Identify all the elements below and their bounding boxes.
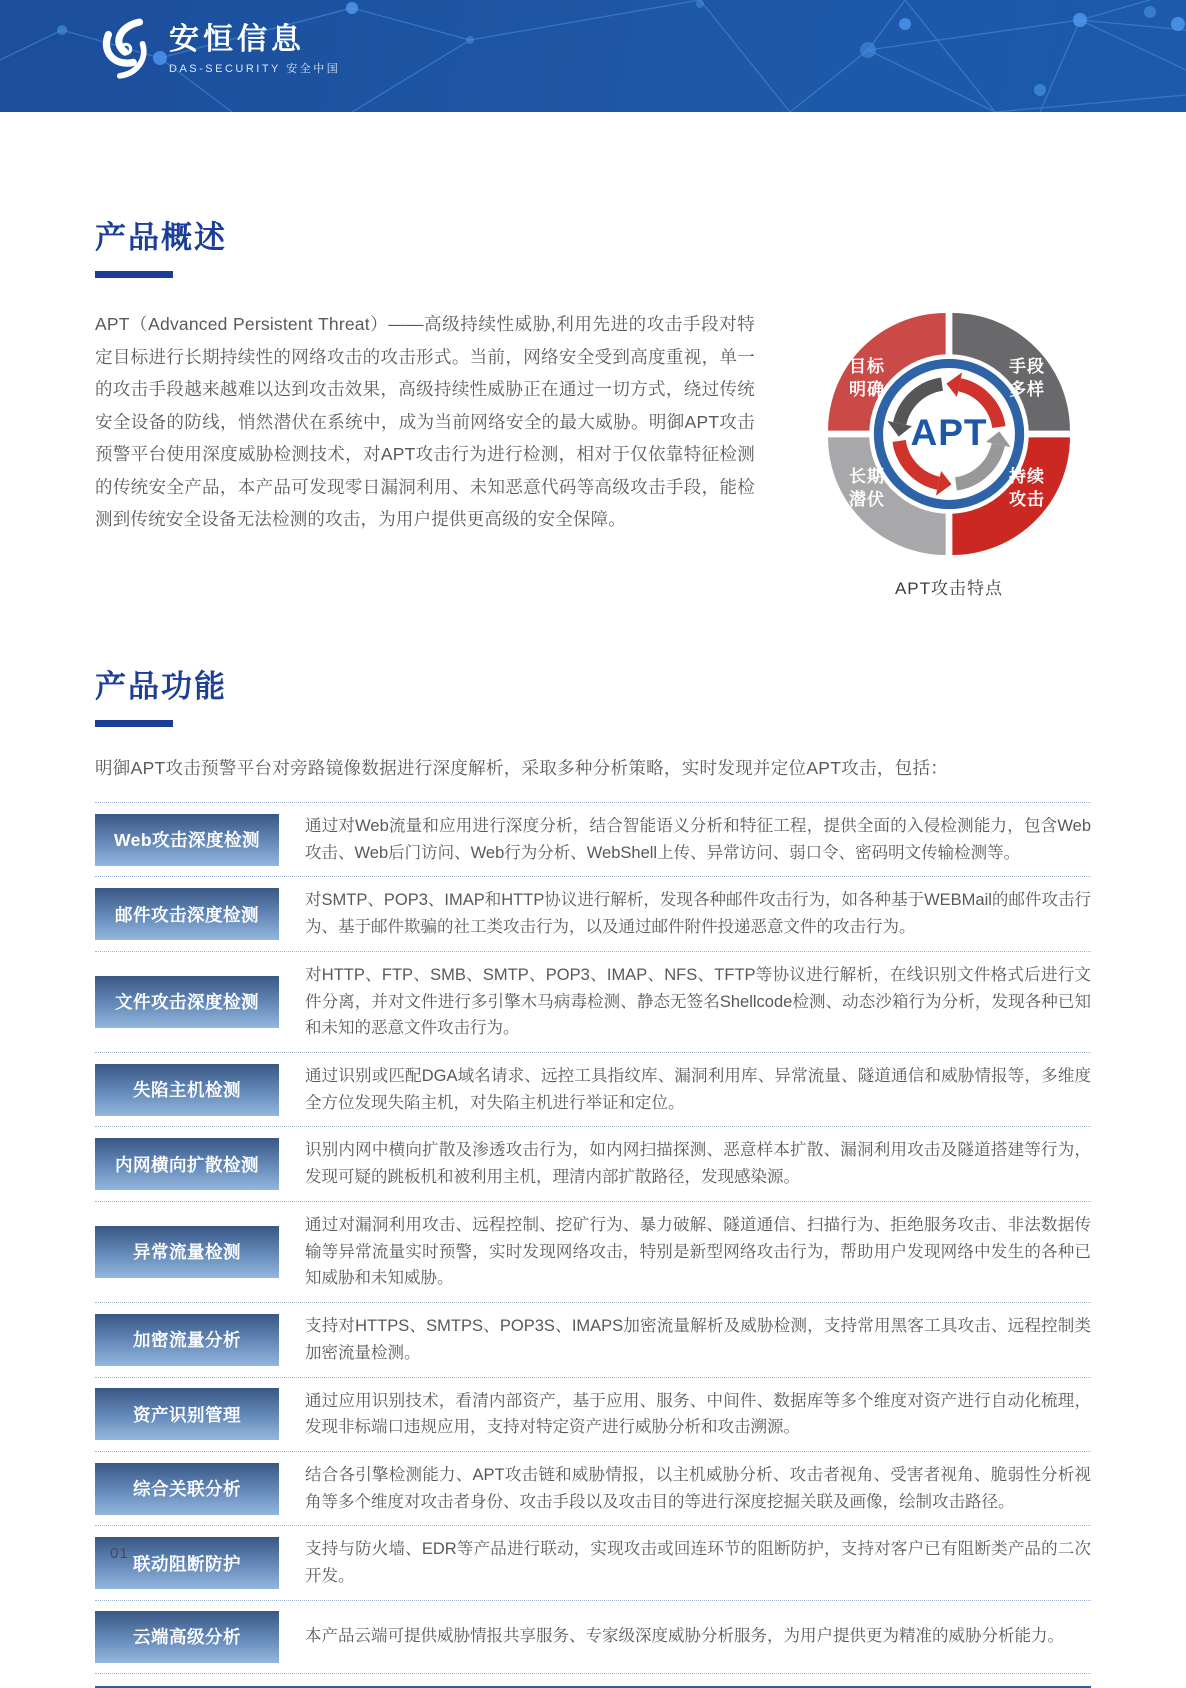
dasecurity-swirl-icon [95, 18, 157, 80]
feature-description: 结合各引擎检测能力、APT攻击链和威胁情报，以主机威胁分析、攻击者视角、受害者视角、脆弱性分析视角等多个维度对攻击者身份、攻击手段以及攻击目的等进行深度挖掘关联及画像，绘制攻击路径。 [305, 1465, 1091, 1511]
feature-list [95, 802, 1091, 1674]
feature-label-badge: 资产识别管理 [95, 1388, 279, 1440]
feature-description: 支持与防火墙、EDR等产品进行联动，实现攻击或回连环节的阻断防护，支持对客户已有阻断类产品的二次开发。 [305, 1540, 1091, 1586]
quadrant-label-methods: 手段多样 [1009, 357, 1045, 399]
feature-label-badge: 联动阻断防护 [95, 1537, 279, 1589]
feature-description: 支持对HTTPS、SMTPS、POP3S、IMAPS加密流量解析及威胁检测，支持常用黑客工具攻击、远程控制类加密流量检测。 [305, 1317, 1091, 1362]
feature-description: 本产品云端可提供威胁情报共享服务、专家级深度威胁分析服务，为用户提供更为精准的威胁分析能力。 [305, 1627, 1064, 1646]
feature-row [95, 951, 1091, 1052]
brand-name-en: DAS-SECURITY 安全中国 [169, 62, 341, 75]
feature-label-badge: 文件攻击深度检测 [95, 976, 279, 1028]
feature-description: 通过识别或匹配DGA域名请求、远控工具指纹库、漏洞利用库、异常流量、隧道通信和威胁情报等，多维度全方位发现失陷主机，对失陷主机进行举证和定位。 [305, 1067, 1091, 1112]
header-banner [0, 0, 1186, 112]
section-overview [95, 212, 1091, 599]
feature-row [95, 1201, 1091, 1302]
feature-label-badge: 异常流量检测 [95, 1226, 279, 1278]
feature-row [95, 1052, 1091, 1126]
brand-name-cn: 安恒信息 [169, 22, 305, 56]
overview-paragraph: APT（Advanced Persistent Threat）——高级持续性威胁,利用先进的攻击手段对特定目标进行长期持续性的网络攻击的攻击形式。当前，网络安全受到高度重视，单一的攻击手段越来越难以达到攻击效果，高级持续性威胁正在通过一切方式，绕过传统安全设备的防线，悄然潜伏在系统中，成为当前网络安全的最大威胁。明御APT攻击预警平台使用深度威胁检测技术，对APT攻击行为进行检测，相对于仅依靠特征检测的传统安全产品，本产品可发现零日漏洞利用、未知恶意代码等高级攻击手段，能检测到传统安全设备无法检测的攻击，为用户提供更高级的安全保障。 [95, 314, 755, 530]
quadrant-label-latency: 长期潜伏 [849, 467, 885, 509]
quadrant-label-goal: 目标明确 [849, 357, 885, 399]
overview-title: 产品概述 [95, 220, 227, 255]
title-underline-bar [95, 271, 173, 278]
apt-diagram-column [807, 308, 1091, 599]
feature-row [95, 1600, 1091, 1673]
apt-center-text: APT [910, 412, 988, 454]
page-number: 01 [110, 1545, 129, 1562]
feature-label-badge: 加密流量分析 [95, 1314, 279, 1366]
feature-description: 对SMTP、POP3、IMAP和HTTP协议进行解析，发现各种邮件攻击行为，如各种基于WEBMail的邮件攻击行为、基于邮件欺骗的社工类攻击行为，以及通过邮件附件投递恶意文件的攻击行为。 [305, 891, 1091, 937]
feature-label-badge: 云端高级分析 [95, 1611, 279, 1663]
feature-row [95, 1126, 1091, 1200]
feature-description: 识别内网中横向扩散及渗透攻击行为，如内网扫描探测、恶意样本扩散、漏洞利用攻击及隧道搭建等行为，发现可疑的跳板机和被利用主机，理清内部扩散路径，发现感染源。 [305, 1141, 1091, 1187]
feature-label-badge: 内网横向扩散检测 [95, 1138, 279, 1190]
apt-cycle-diagram [823, 308, 1075, 560]
feature-row [95, 1451, 1091, 1525]
feature-description: 对HTTP、FTP、SMB、SMTP、POP3、IMAP、NFS、TFTP等协议进行解析，在线识别文件格式后进行文件分离，并对文件进行多引擎木马病毒检测、静态无签名Shellcode检测、动态沙箱行为分析，发现各种已知和未知的恶意文件攻击行为。 [305, 965, 1091, 1038]
feature-label-badge: 失陷主机检测 [95, 1064, 279, 1116]
feature-row [95, 1525, 1091, 1599]
section-features [95, 661, 1091, 1674]
feature-description: 通过对漏洞利用攻击、远程控制、挖矿行为、暴力破解、隧道通信、扫描行为、拒绝服务攻击、非法数据传输等异常流量实时预警，实时发现网络攻击，特别是新型网络攻击行为，帮助用户发现网络中发生的各种已知威胁和未知威胁。 [305, 1215, 1091, 1288]
feature-label-badge: Web攻击深度检测 [95, 814, 279, 866]
feature-row [95, 876, 1091, 950]
feature-row [95, 1302, 1091, 1376]
title-underline-bar [95, 720, 173, 727]
feature-label-badge: 邮件攻击深度检测 [95, 888, 279, 940]
feature-row [95, 802, 1091, 876]
diagram-caption: APT攻击特点 [894, 579, 1004, 598]
features-title: 产品功能 [95, 669, 227, 704]
quadrant-label-persist: 持续攻击 [1009, 467, 1045, 509]
feature-description: 通过应用识别技术，看清内部资产，基于应用、服务、中间件、数据库等多个维度对资产进行自动化梳理，发现非标端口违规应用，支持对特定资产进行威胁分析和攻击溯源。 [305, 1391, 1091, 1437]
features-intro: 明御APT攻击预警平台对旁路镜像数据进行深度解析，采取多种分析策略，实时发现并定位APT攻击，包括： [95, 758, 949, 778]
feature-description: 通过对Web流量和应用进行深度分析，结合智能语义分析和特征工程，提供全面的入侵检测能力，包含Web攻击、Web后门访问、Web行为分析、WebShell上传、异常访问、弱口令、密码明文传输检测等。 [305, 817, 1091, 862]
feature-row [95, 1377, 1091, 1451]
feature-label-badge: 综合关联分析 [95, 1463, 279, 1515]
brand-logo [95, 18, 340, 80]
